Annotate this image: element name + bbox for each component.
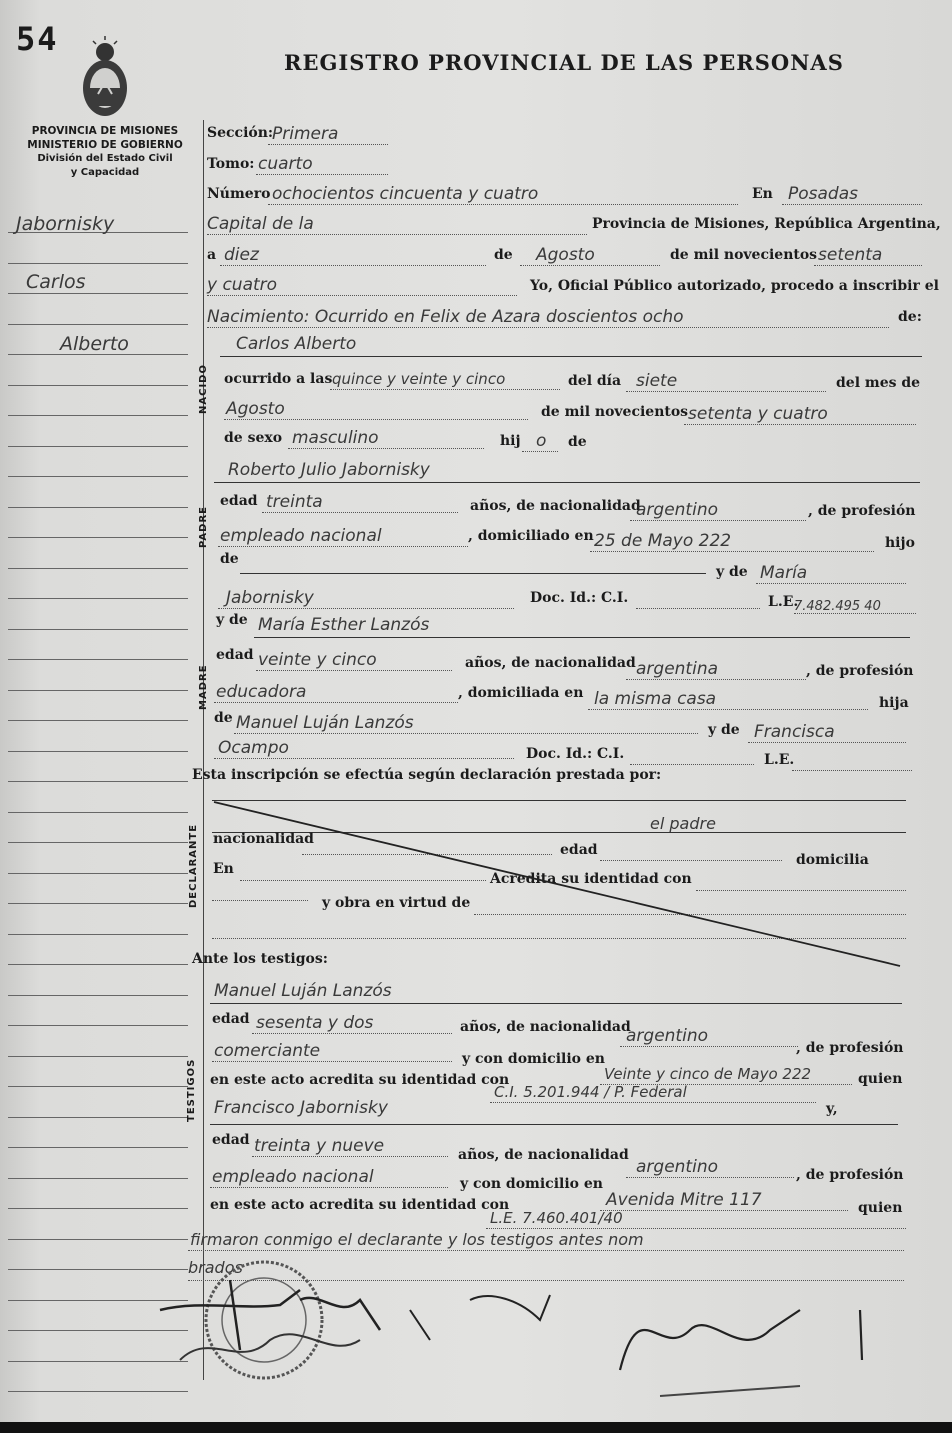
- madre-madre2-value: Ocampo: [218, 738, 289, 758]
- padre-yde-label: y de: [716, 564, 748, 580]
- mes-value: Agosto: [536, 245, 595, 265]
- madre-edad-value: veinte y cinco: [258, 650, 377, 670]
- padre-dom-label: , domiciliado en: [468, 528, 594, 544]
- page-title: REGISTRO PROVINCIAL DE LAS PERSONAS: [284, 50, 844, 75]
- decl-en-label: En: [213, 861, 234, 877]
- t1-prof-value: comerciante: [214, 1041, 321, 1061]
- t1-edad-label: edad: [212, 1011, 250, 1027]
- capital-value: Capital de la: [207, 214, 314, 234]
- t2-dom-value: Avenida Mitre 117: [606, 1190, 762, 1210]
- t1-nac-value: argentino: [626, 1026, 708, 1046]
- division-line: División del Estado Civil: [37, 153, 173, 164]
- closing-text-line2: brados: [188, 1258, 243, 1277]
- t2-id-value: L.E. 7.460.401/40: [490, 1209, 623, 1227]
- padre-madre1-value: María: [760, 563, 808, 583]
- t1-dom-value: Veinte y cinco de Mayo 222: [604, 1065, 812, 1083]
- padre-nombre-value: Roberto Julio Jabornisky: [228, 460, 430, 480]
- en-value: Posadas: [788, 184, 858, 204]
- dia-value: diez: [224, 245, 259, 265]
- numero-value: ochocientos cincuenta y cuatro: [272, 184, 539, 204]
- madre-dom-value: la misma casa: [594, 689, 717, 709]
- t2-prof-value: empleado nacional: [212, 1167, 374, 1187]
- padre-madre2-value: Jabornisky: [226, 588, 314, 608]
- madre-label: MADRE: [198, 664, 209, 710]
- madre-de-label: de: [214, 710, 233, 726]
- madre-dom-label: , domiciliada en: [458, 685, 584, 701]
- t2-edad-value: treinta y nueve: [254, 1136, 385, 1156]
- ocurrido-label: ocurrido a las: [224, 371, 333, 387]
- t2-nac-label: años, de nacionalidad: [458, 1147, 629, 1163]
- madre-nac-label: años, de nacionalidad: [465, 655, 636, 671]
- de-mil-label: de mil novecientos: [670, 247, 818, 263]
- sexo-value: masculino: [292, 428, 379, 448]
- t2-dom-label: y con domicilio en: [460, 1176, 603, 1192]
- hij-label: hij: [500, 433, 521, 449]
- tomo-value: cuarto: [258, 154, 313, 174]
- anio2-value: y cuatro: [207, 275, 278, 295]
- decl-domicilia-label: domicilia: [796, 852, 869, 868]
- padre-nac-label: años, de nacionalidad: [470, 498, 641, 514]
- provincia-label: Provincia de Misiones, República Argentina,: [592, 216, 941, 232]
- margin-note-surname: Jabornisky: [16, 213, 115, 235]
- tomo-label: Tomo:: [207, 156, 255, 172]
- nombre-value: Carlos Alberto: [236, 334, 357, 354]
- a-label: a: [207, 247, 217, 263]
- padre-de-label: de: [220, 551, 239, 567]
- t1-quien-label: quien: [858, 1071, 903, 1087]
- t2-quien-label: quien: [858, 1200, 903, 1216]
- t1-acto-label: en este acto acredita su identidad con: [210, 1072, 510, 1088]
- numero-label: Número: [207, 186, 271, 202]
- en-label: En: [752, 186, 773, 202]
- t2-edad-label: edad: [212, 1132, 250, 1148]
- padre-le-value: 7.482.495 40: [794, 599, 881, 614]
- closing-text-line1: firmaron conmigo el declarante y los testigos antes nom: [190, 1230, 644, 1249]
- t1-nac-label: años, de nacionalidad: [460, 1019, 631, 1035]
- padre-hijo-label: hijo: [885, 535, 915, 551]
- madre-padre-value: Manuel Luján Lanzós: [236, 713, 414, 733]
- acta-value: Nacimiento: Ocurrido en Felix de Azara doscientos ocho: [207, 307, 684, 327]
- padre-doc-label: Doc. Id.: C.I.: [530, 590, 629, 606]
- madre-le-label: L.E.: [764, 752, 795, 768]
- padre-edad-value: treinta: [266, 492, 323, 512]
- de-label: de: [494, 247, 513, 263]
- t2-acto-label: en este acto acredita su identidad con: [210, 1197, 510, 1213]
- padre-label: PADRE: [198, 506, 209, 548]
- hij-value: o: [536, 431, 547, 451]
- t2-nombre-value: Francisco Jabornisky: [214, 1098, 388, 1118]
- testigos-label: TESTIGOS: [186, 1058, 197, 1122]
- decl-acredita-label: Acredita su identidad con: [490, 871, 692, 887]
- madre-hija-label: hija: [879, 695, 909, 711]
- margin-note-second-name: Alberto: [60, 333, 129, 355]
- t1-prof-label: , de profesión: [796, 1040, 904, 1056]
- declarante-label: DECLARANTE: [188, 823, 199, 908]
- madre-prof-label: , de profesión: [806, 663, 914, 679]
- padre-nac-value: argentino: [636, 500, 718, 520]
- hora-value: quince y veinte y cinco: [332, 370, 506, 388]
- ministry-line: MINISTERIO DE GOBIERNO: [27, 139, 183, 151]
- madre-nac-value: argentina: [636, 659, 719, 679]
- margin-note-first-name: Carlos: [26, 271, 86, 293]
- capacity-line: y Capacidad: [70, 167, 140, 178]
- dia-nac-value: siete: [636, 371, 678, 391]
- decl-nacionalidad-label: nacionalidad: [213, 831, 314, 847]
- anio-nac-value: setenta y cuatro: [688, 404, 828, 424]
- province-line: PROVINCIA DE MISIONES: [31, 125, 179, 137]
- declarante-value: el padre: [650, 814, 716, 833]
- t1-y-label: y,: [826, 1101, 838, 1117]
- madre-madre1-value: Francisca: [754, 722, 835, 742]
- madre-nombre-value: María Esther Lanzós: [258, 615, 430, 635]
- ante-testigos-label: Ante los testigos:: [192, 951, 328, 967]
- mes-nac-value: Agosto: [226, 399, 285, 419]
- madre-prof-value: educadora: [216, 682, 307, 702]
- t1-id-value: C.I. 5.201.944 / P. Federal: [494, 1083, 687, 1101]
- t1-nombre-value: Manuel Luján Lanzós: [214, 981, 392, 1001]
- decl-obra-label: y obra en virtud de: [322, 895, 471, 911]
- madre-yde2-label: y de: [708, 722, 740, 738]
- del-mes-label: del mes de: [836, 375, 921, 391]
- seccion-value: Primera: [272, 124, 339, 144]
- del-dia-label: del día: [568, 373, 622, 389]
- padre-prof-value: empleado nacional: [220, 526, 382, 546]
- de-mil2-label: de mil novecientos: [541, 404, 689, 420]
- madre-edad-label: edad: [216, 647, 254, 663]
- esta-inscripcion-label: Esta inscripción se efectúa según declaración prestada por:: [192, 767, 662, 783]
- madre-doc-label: Doc. Id.: C.I.: [526, 746, 625, 762]
- padre-le-label: L.E.: [768, 594, 799, 610]
- anio1-value: setenta: [818, 245, 883, 265]
- madre-yde-label: y de: [216, 612, 248, 628]
- padre-prof-label: , de profesión: [808, 503, 916, 519]
- t2-prof-label: , de profesión: [796, 1167, 904, 1183]
- t1-dom-label: y con domicilio en: [462, 1051, 605, 1067]
- t2-nac-value: argentino: [636, 1157, 718, 1177]
- nacido-label: NACIDO: [198, 364, 209, 414]
- bottom-edge-bar: [0, 1422, 952, 1433]
- sexo-label: de sexo: [224, 430, 283, 446]
- de-colon-label: de:: [898, 309, 922, 325]
- decl-edad-label: edad: [560, 842, 598, 858]
- page-number: 54: [16, 20, 59, 58]
- seccion-label: Sección:: [207, 125, 274, 141]
- t1-edad-value: sesenta y dos: [256, 1013, 374, 1033]
- padre-edad-label: edad: [220, 493, 258, 509]
- yo-label: Yo, Oficial Público autorizado, procedo a inscribir el: [530, 278, 939, 294]
- hij-de-label: de: [568, 434, 587, 450]
- padre-dom-value: 25 de Mayo 222: [594, 531, 732, 551]
